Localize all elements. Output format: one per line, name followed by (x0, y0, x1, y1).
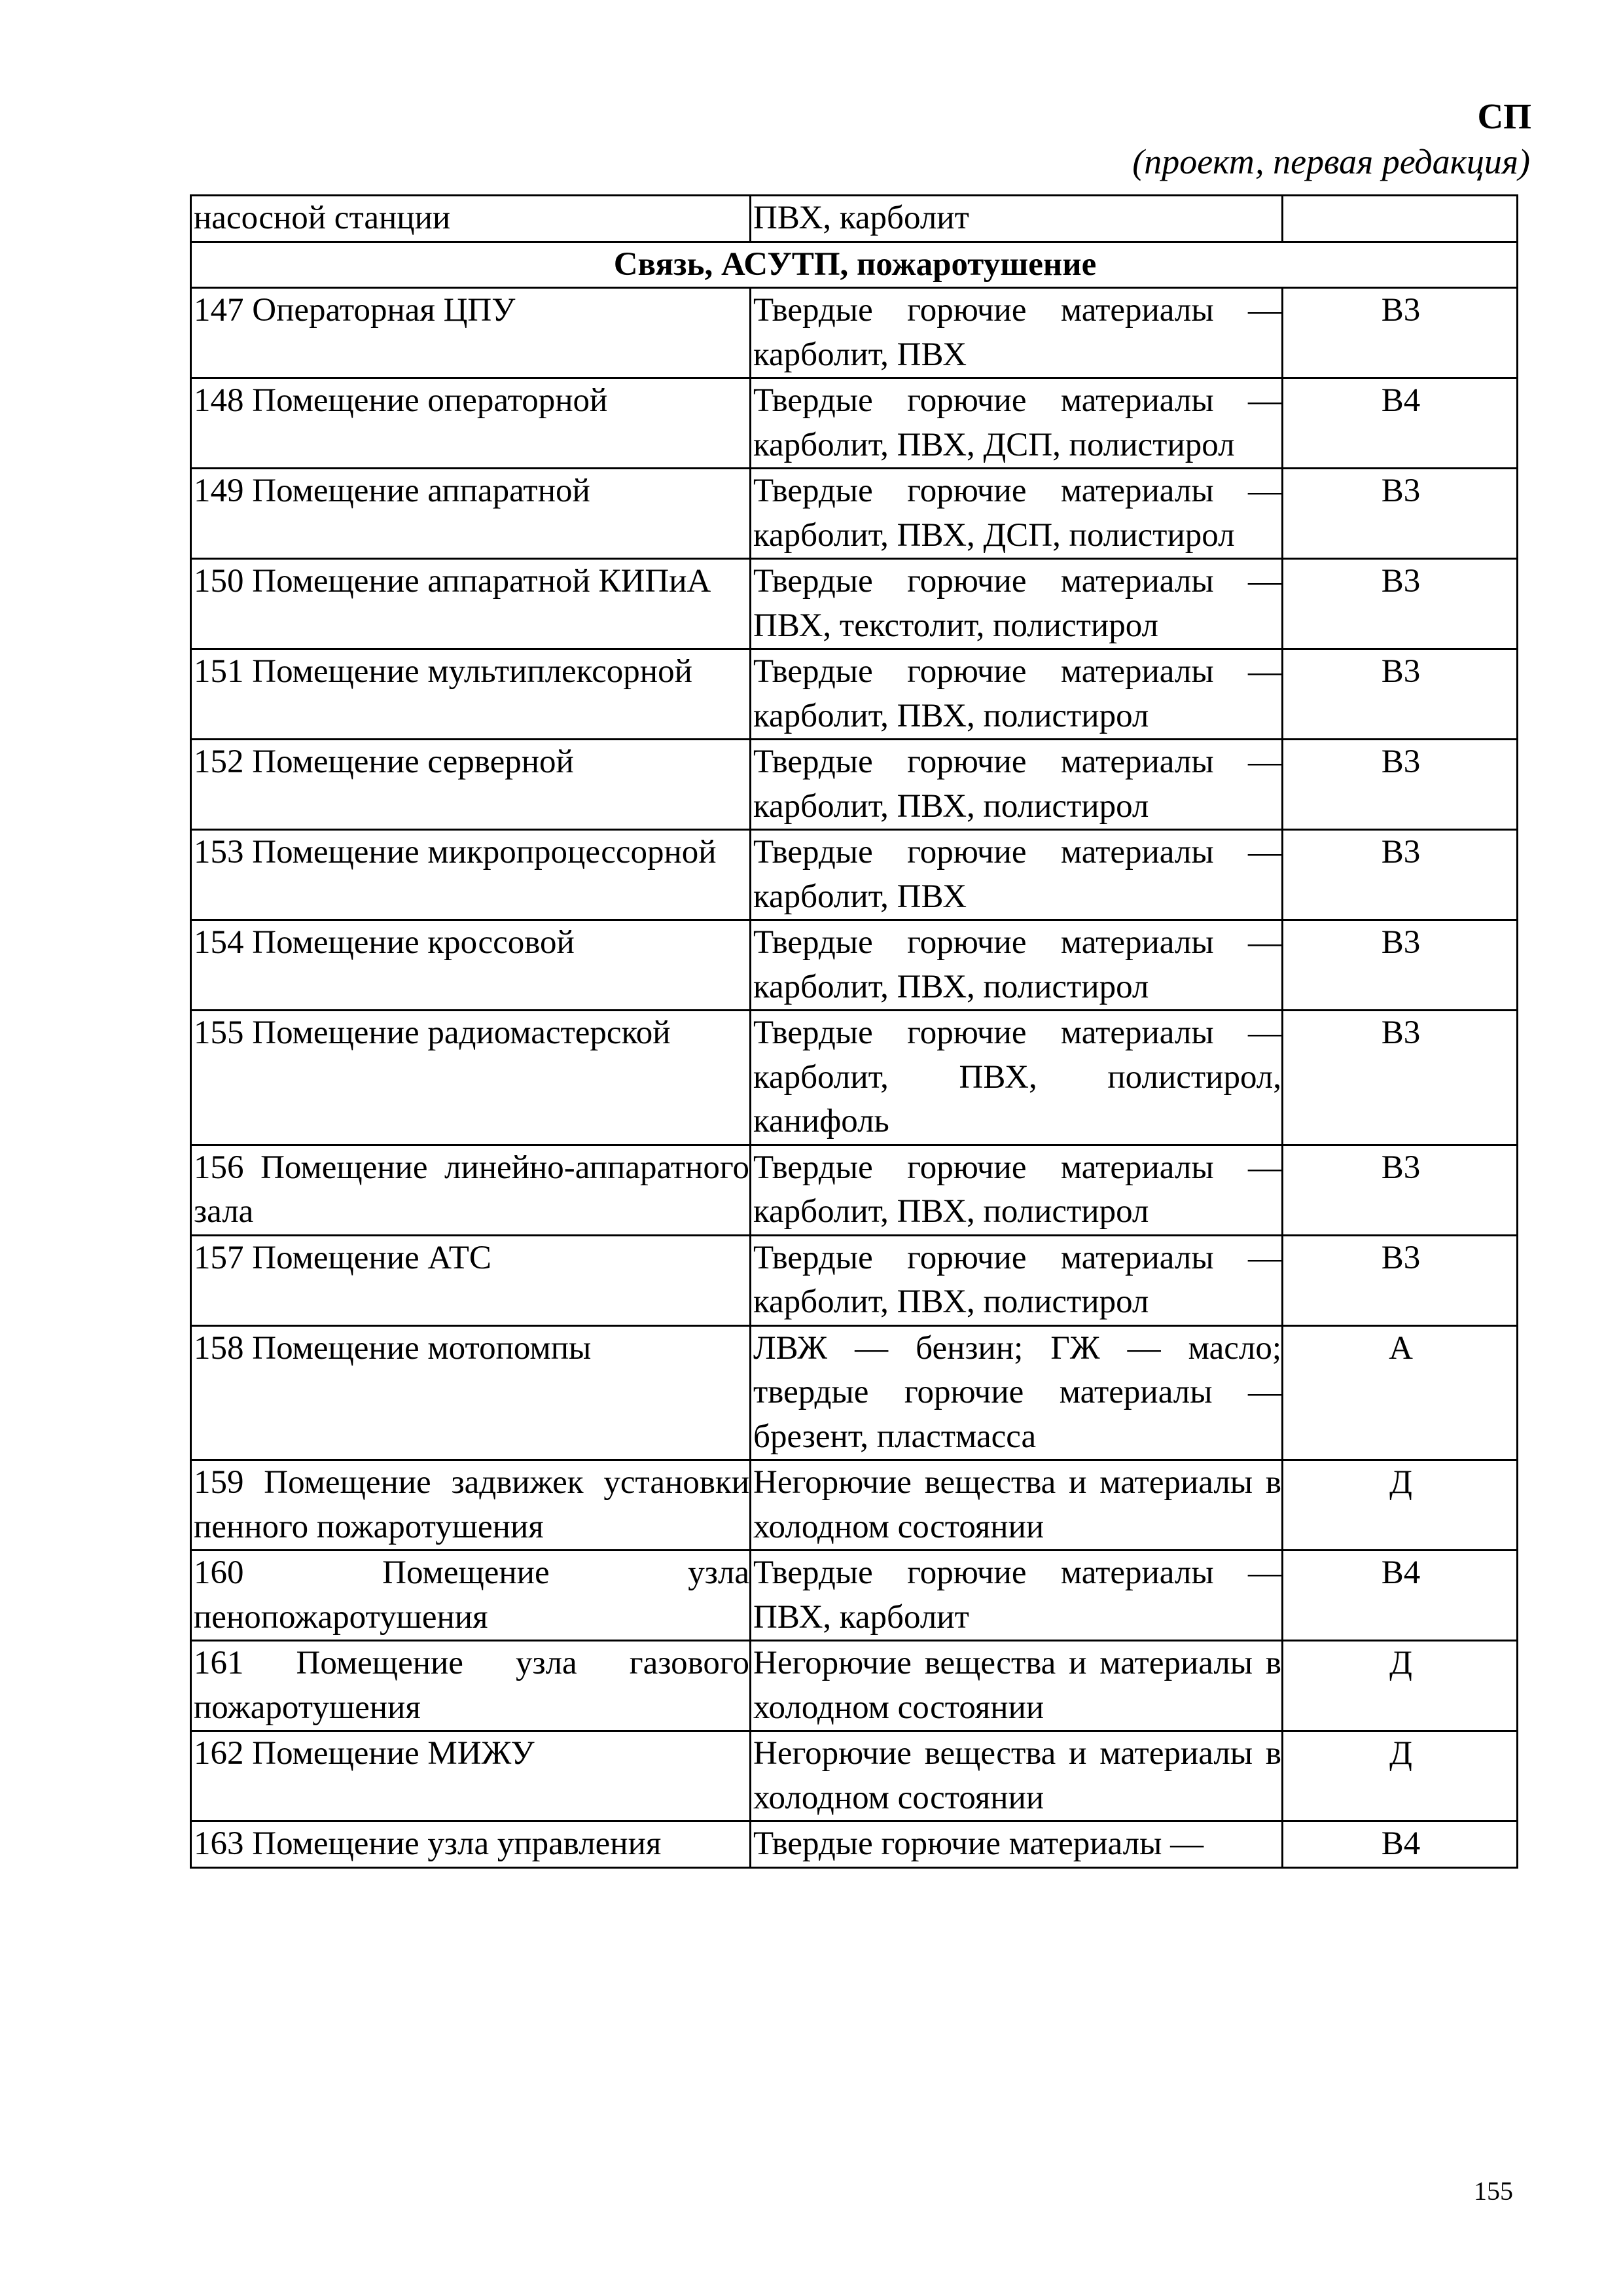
category-cell: В3 (1283, 740, 1518, 830)
table-row (191, 288, 1518, 378)
section-title: Связь, АСУТП, пожаротушение (191, 242, 1518, 288)
category-cell: В4 (1283, 378, 1518, 469)
materials-cell: Твердые горючие материалы — карболит, ПВХ, полистирол, канифоль (751, 1011, 1283, 1145)
table-row (191, 1145, 1518, 1235)
category-cell (1283, 196, 1518, 242)
materials-cell: Твердые горючие материалы — карболит, ПВХ, полистирол (751, 649, 1283, 740)
category-cell: В3 (1283, 1011, 1518, 1145)
materials-cell: Твердые горючие материалы — карболит, ПВХ (751, 830, 1283, 920)
category-cell: В3 (1283, 1235, 1518, 1325)
category-cell: В3 (1283, 1145, 1518, 1235)
room-category-table (190, 194, 1518, 1869)
category-cell: В3 (1283, 469, 1518, 559)
table-row (191, 649, 1518, 740)
materials-cell: Негорючие вещества и материалы в холодном состоянии (751, 1460, 1283, 1551)
materials-cell: Негорючие вещества и материалы в холодном состоянии (751, 1641, 1283, 1731)
table-row (191, 920, 1518, 1011)
room-cell: 154 Помещение кроссовой (191, 920, 751, 1011)
table-row (191, 1821, 1518, 1868)
room-cell: 156 Помещение линейно-аппаратного зала (191, 1145, 751, 1235)
category-cell: В4 (1283, 1551, 1518, 1641)
table-body (191, 196, 1518, 1868)
table-row (191, 1551, 1518, 1641)
category-cell: Д (1283, 1641, 1518, 1731)
page-number: 155 (1474, 2176, 1513, 2206)
table-row (191, 1641, 1518, 1731)
materials-cell: Твердые горючие материалы — ПВХ, карболит (751, 1551, 1283, 1641)
materials-cell: Твердые горючие материалы — карболит, ПВХ, полистирол (751, 1145, 1283, 1235)
materials-cell: Твердые горючие материалы — карболит, ПВХ, полистирол (751, 1235, 1283, 1325)
materials-cell: Твердые горючие материалы — (751, 1821, 1283, 1868)
materials-cell: Твердые горючие материалы — ПВХ, текстолит, полистирол (751, 559, 1283, 649)
materials-cell: Негорючие вещества и материалы в холодном состоянии (751, 1731, 1283, 1821)
room-cell: 162 Помещение МИЖУ (191, 1731, 751, 1821)
section-header-row (191, 242, 1518, 288)
room-cell: 150 Помещение аппаратной КИПиА (191, 559, 751, 649)
category-cell: Д (1283, 1460, 1518, 1551)
room-cell: 152 Помещение серверной (191, 740, 751, 830)
category-cell: В3 (1283, 559, 1518, 649)
category-cell: Д (1283, 1731, 1518, 1821)
table-row (191, 1325, 1518, 1460)
room-cell: 155 Помещение радиомастерской (191, 1011, 751, 1145)
document-code: СП (1477, 96, 1531, 136)
category-cell: В3 (1283, 920, 1518, 1011)
materials-cell: Твердые горючие материалы — карболит, ПВХ, ДСП, полистирол (751, 378, 1283, 469)
room-cell: 151 Помещение мультиплексорной (191, 649, 751, 740)
table-row (191, 1011, 1518, 1145)
materials-cell: Твердые горючие материалы — карболит, ПВХ (751, 288, 1283, 378)
table-row (191, 378, 1518, 469)
room-cell: 163 Помещение узла управления (191, 1821, 751, 1868)
room-cell: 158 Помещение мотопомпы (191, 1325, 751, 1460)
room-cell: 160 Помещение узла пенопожаротушения (191, 1551, 751, 1641)
materials-cell: ПВХ, карболит (751, 196, 1283, 242)
category-cell: В4 (1283, 1821, 1518, 1868)
document-status: (проект, первая редакция) (1132, 142, 1530, 181)
table-row (191, 830, 1518, 920)
table-row (191, 1731, 1518, 1821)
category-cell: В3 (1283, 649, 1518, 740)
table-row (191, 740, 1518, 830)
category-cell: В3 (1283, 288, 1518, 378)
room-cell: 157 Помещение АТС (191, 1235, 751, 1325)
table-row-continued (191, 196, 1518, 242)
table-row (191, 1460, 1518, 1551)
materials-cell: Твердые горючие материалы — карболит, ПВХ, полистирол (751, 740, 1283, 830)
table-row (191, 1235, 1518, 1325)
materials-cell: Твердые горючие материалы — карболит, ПВХ, ДСП, полистирол (751, 469, 1283, 559)
room-cell: 153 Помещение микропроцессорной (191, 830, 751, 920)
category-cell: А (1283, 1325, 1518, 1460)
room-cell: 147 Операторная ЦПУ (191, 288, 751, 378)
room-cell: 149 Помещение аппаратной (191, 469, 751, 559)
room-cell: насосной станции (191, 196, 751, 242)
room-cell: 159 Помещение задвижек установки пенного пожаротушения (191, 1460, 751, 1551)
materials-cell: ЛВЖ — бензин; ГЖ — масло; твердые горючие материалы — брезент, пластмасса (751, 1325, 1283, 1460)
category-cell: В3 (1283, 830, 1518, 920)
room-cell: 161 Помещение узла газового пожаротушения (191, 1641, 751, 1731)
table-row (191, 469, 1518, 559)
table-row (191, 559, 1518, 649)
materials-cell: Твердые горючие материалы — карболит, ПВХ, полистирол (751, 920, 1283, 1011)
room-cell: 148 Помещение операторной (191, 378, 751, 469)
